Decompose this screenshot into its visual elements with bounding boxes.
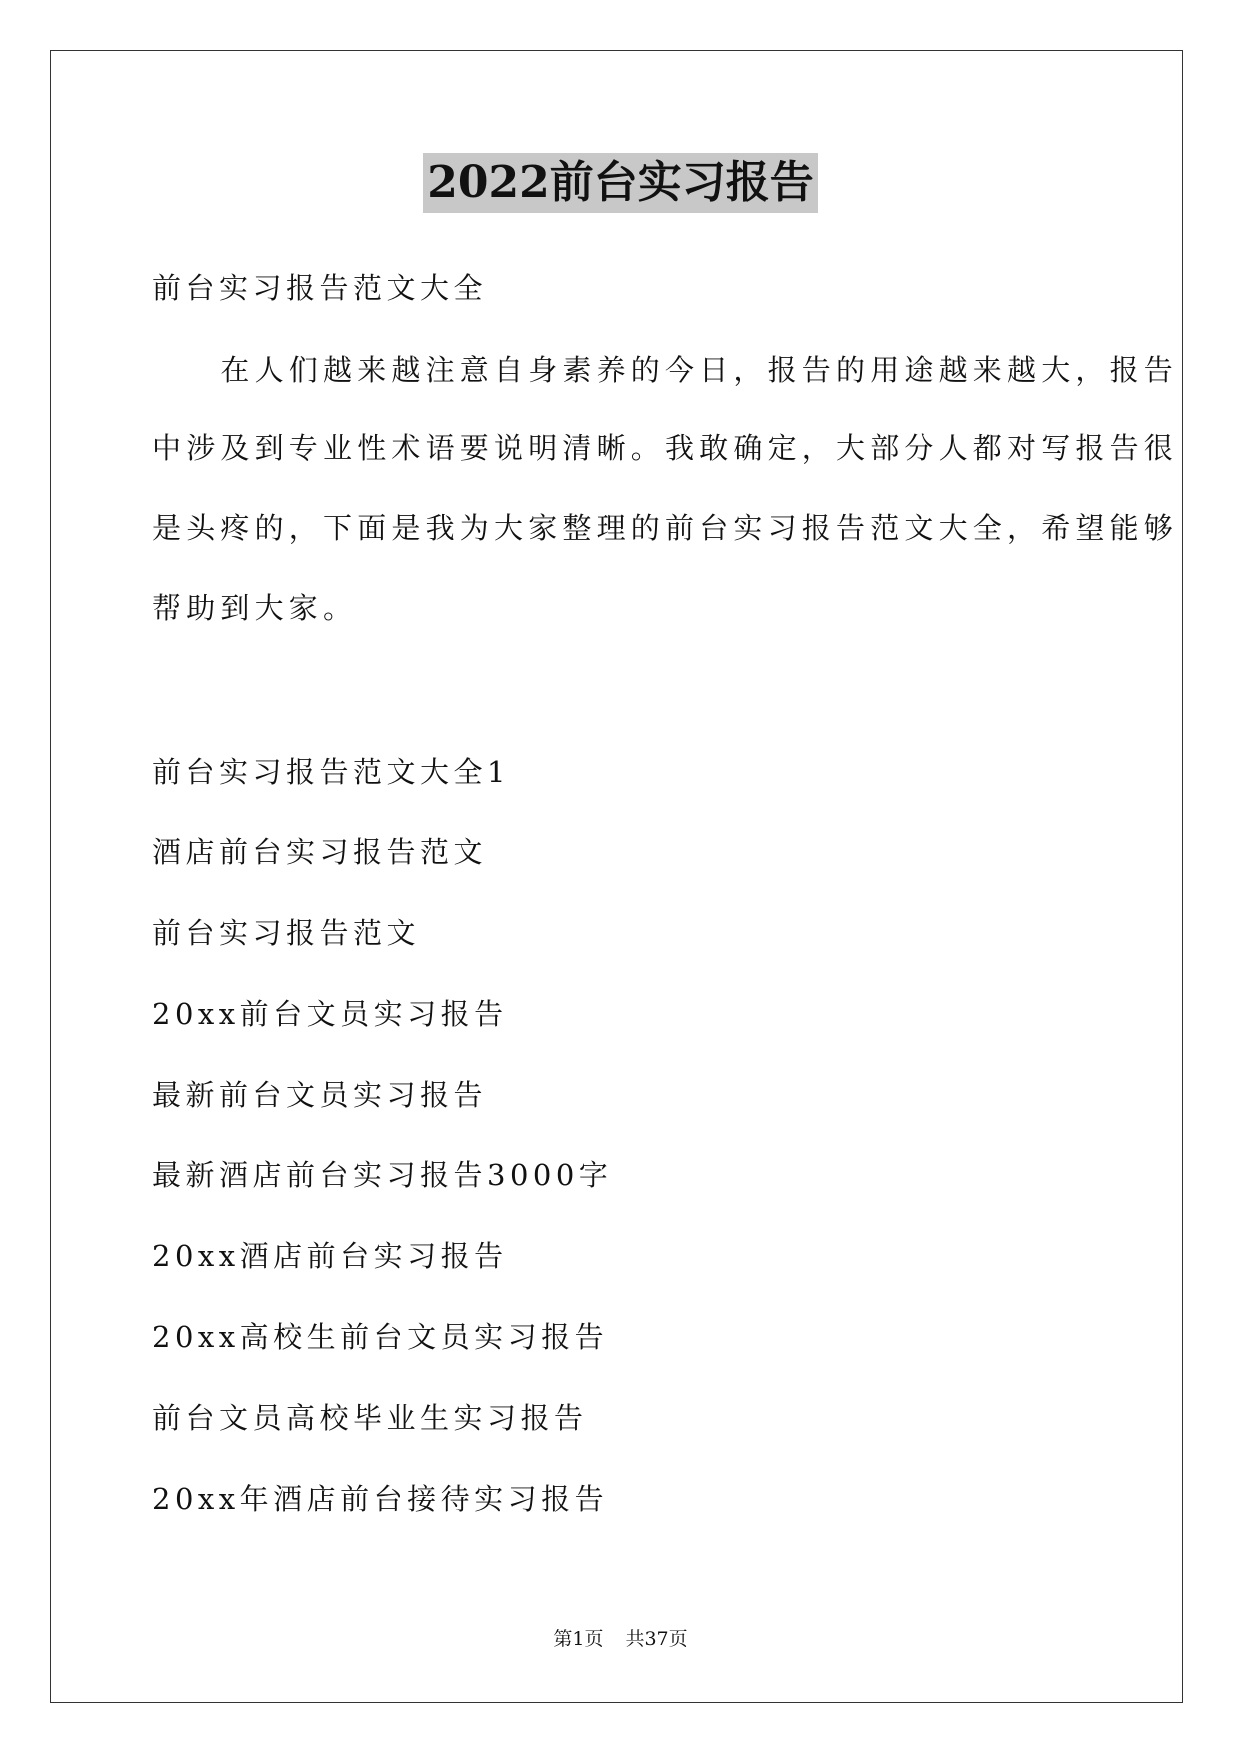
document-subtitle: 前台实习报告范文大全 <box>152 271 488 305</box>
list-item: 前台实习报告范文 <box>152 916 421 950</box>
document-title: 2022前台实习报告 <box>423 153 817 213</box>
intro-line-1: 在人们越来越注意自身素养的今日，报告的用途越来越大，报告 <box>152 353 1179 387</box>
page-total: 共37页 <box>625 1628 688 1650</box>
list-item: 最新前台文员实习报告 <box>152 1078 488 1112</box>
intro-line-2: 中涉及到专业性术语要说明清晰。我敢确定，大部分人都对写报告很 <box>152 431 1179 465</box>
list-item: 最新酒店前台实习报告3000字 <box>152 1158 613 1192</box>
intro-line-4: 帮助到大家。 <box>152 591 358 625</box>
list-item: 20xx前台文员实习报告 <box>152 997 508 1031</box>
list-item: 前台文员高校毕业生实习报告 <box>152 1401 588 1435</box>
page-footer <box>0 1625 1241 1653</box>
list-item: 前台实习报告范文大全1 <box>152 755 510 789</box>
list-item: 20xx高校生前台文员实习报告 <box>152 1320 609 1354</box>
list-item: 酒店前台实习报告范文 <box>152 835 488 869</box>
intro-line-3: 是头疼的，下面是我为大家整理的前台实习报告范文大全，希望能够 <box>152 511 1179 545</box>
page-number: 第1页 <box>553 1628 604 1650</box>
list-item: 20xx年酒店前台接待实习报告 <box>152 1482 609 1516</box>
title-container <box>0 153 1241 213</box>
list-item: 20xx酒店前台实习报告 <box>152 1239 508 1273</box>
